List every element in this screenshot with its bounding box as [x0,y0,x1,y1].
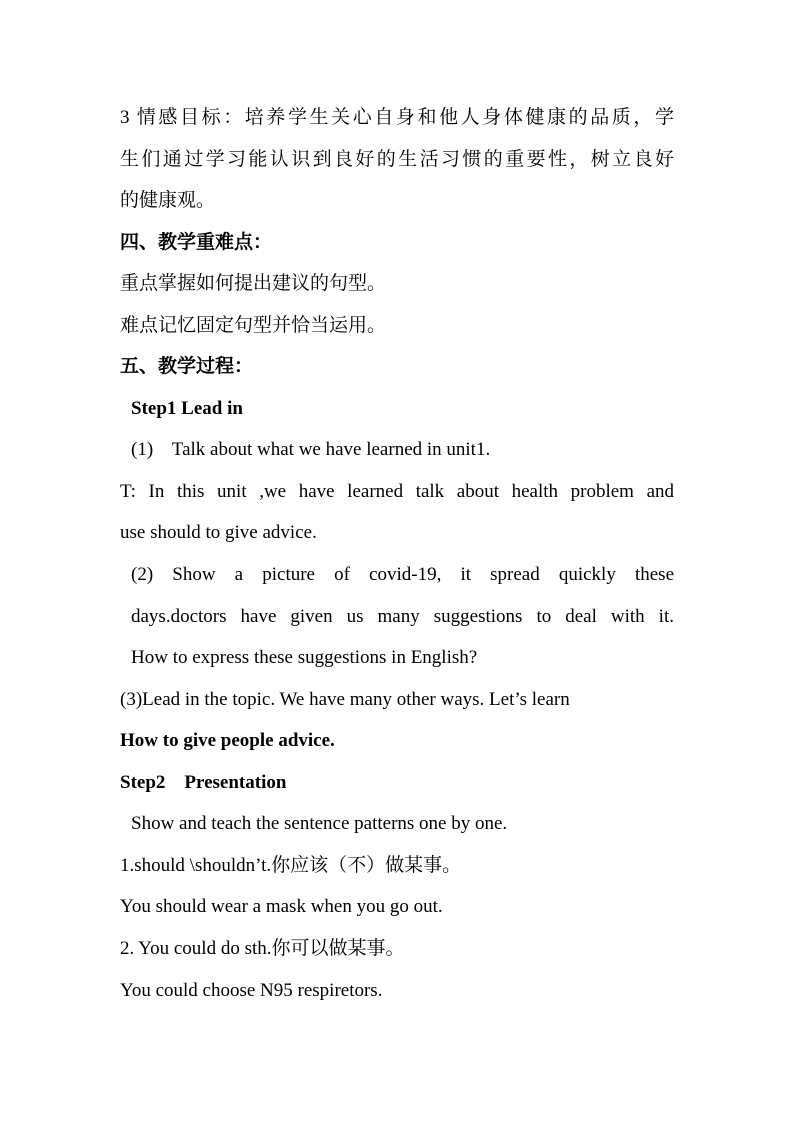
step1-item-1: (1) Talk about what we have learned in unit1. [131,439,491,460]
difficult-point-text: 难点记忆固定句型并恰当运用。 [120,315,387,336]
emotion-goal-line-3: 的健康观。 [120,190,216,211]
step1-item-2-line-2: days.doctors have given us many suggestions to deal with it. [131,606,674,627]
emotion-goal-line-2: 生们通过学习能认识到良好的生活习惯的重要性，树立良好 [120,149,674,170]
step1-heading: Step1 Lead in [131,398,243,419]
key-point-text: 重点掌握如何提出建议的句型。 [120,273,387,294]
teacher-line-1: T: In this unit ,we have learned talk about health problem and [120,481,674,502]
step2-intro: Show and teach the sentence patterns one by one. [131,813,508,834]
pattern-2: 2. You could do sth.你可以做某事。 [120,938,405,959]
teacher-line-2: use should to give advice. [120,522,317,543]
pattern-1: 1.should \shouldn’t.你应该（不）做某事。 [120,855,462,876]
step1-item-2-line-3: How to express these suggestions in English? [131,647,478,668]
pattern-1-example: You should wear a mask when you go out. [120,896,443,917]
step1-item-2-line-1: (2) Show a picture of covid-19, it spread quickly these [131,564,674,585]
teaching-process-heading: 五、教学过程： [120,356,254,377]
emotion-goal-line-1: 3 情感目标：培养学生关心自身和他人身体健康的品质，学 [120,107,674,128]
step1-item-3-line-1: (3)Lead in the topic. We have many other ways. Let’s learn [120,689,570,710]
key-difficult-points-heading: 四、教学重难点： [120,232,273,253]
pattern-2-example: You could choose N95 respiretors. [120,980,383,1001]
step1-item-3-line-2: How to give people advice. [120,730,335,751]
step2-heading: Step2 Presentation [120,772,287,793]
